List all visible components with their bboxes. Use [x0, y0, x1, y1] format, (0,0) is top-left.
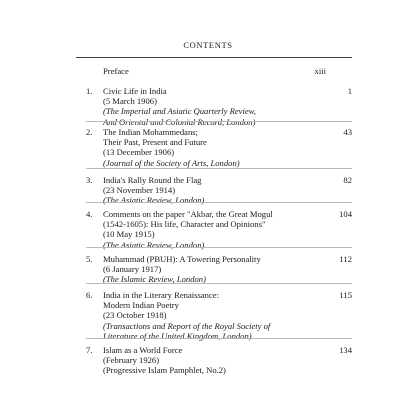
entry-line: (Journal of the Society of Arts, London)	[103, 157, 240, 168]
entry-page-number: 43	[343, 127, 352, 137]
entry-line: (13 December 1906)	[103, 147, 175, 158]
entry-line: Islam as a World Force	[103, 345, 183, 355]
entry-page-number: 134	[339, 345, 352, 355]
entry-separator	[86, 121, 352, 122]
entry-body	[103, 290, 303, 341]
entry-separator	[86, 338, 352, 339]
entry-page-number: 115	[339, 290, 352, 300]
entry-separator	[86, 247, 352, 248]
entry-body	[103, 345, 303, 376]
entry-line: (The Asiatic Review, London)	[103, 239, 205, 250]
entry-line: Civic Life in India	[103, 86, 167, 96]
entry-line: (23 October 1918)	[103, 310, 167, 321]
entry-separator	[86, 202, 352, 203]
entry-line: India in the Literary Renaissance:	[103, 290, 219, 300]
page-title: CONTENTS	[183, 40, 233, 50]
entry-number: 6.	[86, 290, 93, 300]
entry-number: 1.	[86, 86, 93, 96]
entry-line: Muhammad (PBUH): A Towering Personality	[103, 254, 261, 264]
entry-separator	[86, 168, 352, 169]
entry-line: Literature of the United Kingdom, London)	[103, 330, 252, 341]
preface-label: Preface	[103, 66, 129, 76]
entry-line: (Progressive Islam Pamphlet, No.2)	[103, 365, 226, 376]
title-rule	[76, 57, 352, 58]
entry-page-number: 112	[339, 254, 352, 264]
entry-body	[103, 254, 303, 285]
entry-line: (Transactions and Report of the Royal Society of	[103, 320, 271, 331]
entry-line: (The Asiatic Review, London)	[103, 195, 205, 206]
entry-line: (5 March 1906)	[103, 96, 157, 107]
entry-page-number: 1	[347, 86, 352, 96]
entry-line: Comments on the paper "Akbar, the Great Mogul	[103, 209, 273, 219]
entry-separator	[86, 283, 352, 284]
entry-line: (23 November 1914)	[103, 185, 176, 196]
entry-page-number: 82	[343, 175, 352, 185]
entry-number: 2.	[86, 127, 93, 137]
entry-line: Their Past, Present and Future	[103, 137, 207, 148]
entry-line: (1542-1605): His life, Character and Opinions"	[103, 219, 266, 230]
entry-number: 4.	[86, 209, 93, 219]
entry-line: (February 1926)	[103, 355, 160, 366]
entry-body	[103, 209, 303, 250]
entry-body	[103, 127, 303, 168]
entry-line: India's Rally Round the Flag	[103, 175, 202, 185]
entry-line: (6 January 1917)	[103, 264, 162, 275]
preface-page-number: xiii	[314, 66, 326, 76]
entry-line: The Indian Mohammedans;	[103, 127, 198, 137]
entry-line: Modern Indian Poetry	[103, 300, 179, 311]
entry-number: 3.	[86, 175, 93, 185]
entry-line: (The Islamic Review, London)	[103, 274, 206, 285]
entry-line: And Oriental and Colonial Record, London)	[103, 116, 256, 127]
entry-page-number: 104	[339, 209, 352, 219]
entry-line: (10 May 1915)	[103, 229, 155, 240]
entry-number: 5.	[86, 254, 93, 264]
entry-number: 7.	[86, 345, 93, 355]
entry-line: (The Imperial and Asiatic Quarterly Review,	[103, 106, 256, 117]
